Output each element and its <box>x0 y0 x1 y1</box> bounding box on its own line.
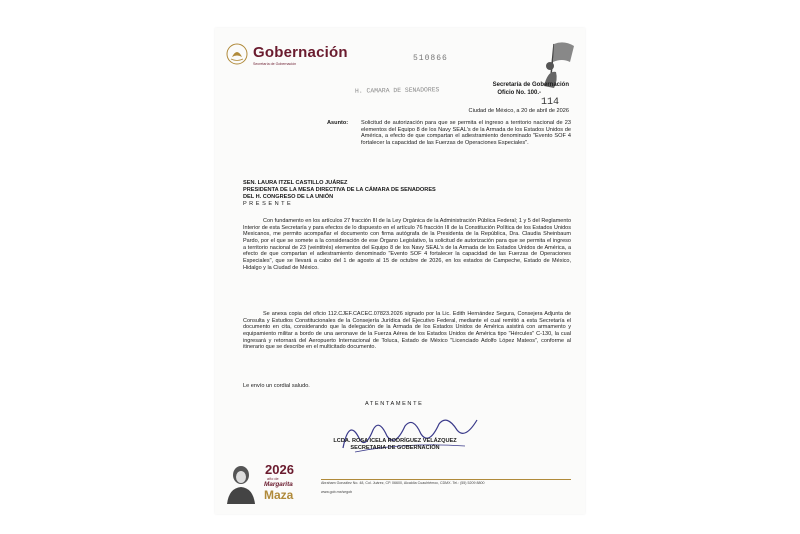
letter-date: Ciudad de México, a 20 de abril de 2026 <box>468 108 569 114</box>
recipient-block <box>243 180 436 208</box>
footer-website: www.gob.mx/segob <box>321 490 353 494</box>
receipt-stamp: H. CAMARA DE SENADORES <box>354 86 440 95</box>
agency-logo-name: Gobernación <box>253 44 348 61</box>
subject-text: Solicitud de autorización para que se permita el ingreso a territorio nacional de 23 elementos del Equipo 8 de los Navy SEAL's de la Armada de los Estados Unidos de América, a efecto de que compartan el adiestramiento denominado "Evento SOF 4 fortalecer la capacidad de las Fuerzas de Operaciones Especiales". <box>361 120 571 146</box>
recipient-present: P R E S E N T E <box>243 201 292 207</box>
office-name: Secretaría de Gobernación <box>492 82 569 88</box>
portrait-icon <box>221 462 261 504</box>
office-number: 114 <box>541 97 560 108</box>
body-paragraph-2: Se anexa copia del oficio 112.CJEF.CACEC.07823.2026 signado por la Lic. Edith Hernández Segura, Consejera Adjunta de Consulta y Estudios Constitucionales de la Consejería Jurídica del Ejecutivo Federal, mediante el cual remitió a esta Secretaría el documento en cita, considerando que la delegación de la Armada de los Estados Unidos de América asistirá con armamento y equipamiento militar a bordo de una aeronave de la Fuerza Aérea de los Estados Unidos de América tipo "Hércules" C-130, la cual ingresará y retornará del Aeropuerto Internacional de Toluca, Estado de México "Licenciado Adolfo López Mateos", conforme al itinerario que se describe en el multicitado documento. <box>243 311 571 351</box>
footer-divider <box>321 479 571 480</box>
letter-page <box>215 28 585 514</box>
signer-name: LCDA. ROSA ICELA RODRÍGUEZ VELÁZQUEZ <box>333 438 457 444</box>
year-name-first: Margarita <box>264 481 293 488</box>
sign-off: ATENTAMENTE <box>365 401 424 407</box>
closing-line: Le envío un cordial saludo. <box>243 383 310 389</box>
folio-number: 510866 <box>413 54 448 63</box>
subject-label: Asunto: <box>327 120 349 126</box>
footer-address: Abraham González No. 48, Col. Juárez, CP. 06600, Alcaldía Cuauhtémoc, CDMX. Tel.: (55) 5209 8800 <box>321 481 485 485</box>
signer-block <box>325 438 465 452</box>
year-subtitle: año de <box>267 477 279 481</box>
recipient-name: SEN. LAURA ITZEL CASTILLO JUÁREZ <box>243 180 348 186</box>
signer-title: SECRETARIA DE GOBERNACIÓN <box>350 445 440 451</box>
national-emblem-icon <box>225 42 249 66</box>
recipient-title: PRESIDENTA DE LA MESA DIRECTIVA DE LA CÁMARA DE SENADORES <box>243 187 436 193</box>
office-number-label: Oficio No. 100.- <box>497 90 541 96</box>
body-paragraph-1: Con fundamento en los artículos 27 fracción III de la Ley Orgánica de la Administración Pública Federal; 1 y 5 del Reglamento Interior de esta Secretaría y para efectos de lo dispuesto en el artículo 76 fracción III de la Constitución Política de los Estados Unidos Mexicanos, me permito acompañar el documento con firma autógrafa de la Presidenta de la República, Dra. Claudia Sheinbaum Pardo, por el que se somete a la consideración de ese Órgano Legislativo, la solicitud de autorización para que se permita el ingreso a territorio nacional de 23 (veintitrés) elementos del Equipo 8 de los Navy SEAL's de la Armada de los Estados Unidos de América, a efecto de que compartan el adiestramiento denominado "Evento SOF 4 fortalecer la capacidad de las Fuerzas de Operaciones Especiales", que se llevará a cabo del 1 de agosto al 15 de octubre de 2026, en los estados de Campeche, Estado de México, Hidalgo y la Ciudad de México. <box>243 218 571 271</box>
agency-logo-subtitle: Secretaría de Gobernación <box>253 62 297 66</box>
year-label: 2026 <box>265 462 294 477</box>
recipient-institution: DEL H. CONGRESO DE LA UNIÓN <box>243 194 334 200</box>
year-name-last: Maza <box>264 488 294 502</box>
